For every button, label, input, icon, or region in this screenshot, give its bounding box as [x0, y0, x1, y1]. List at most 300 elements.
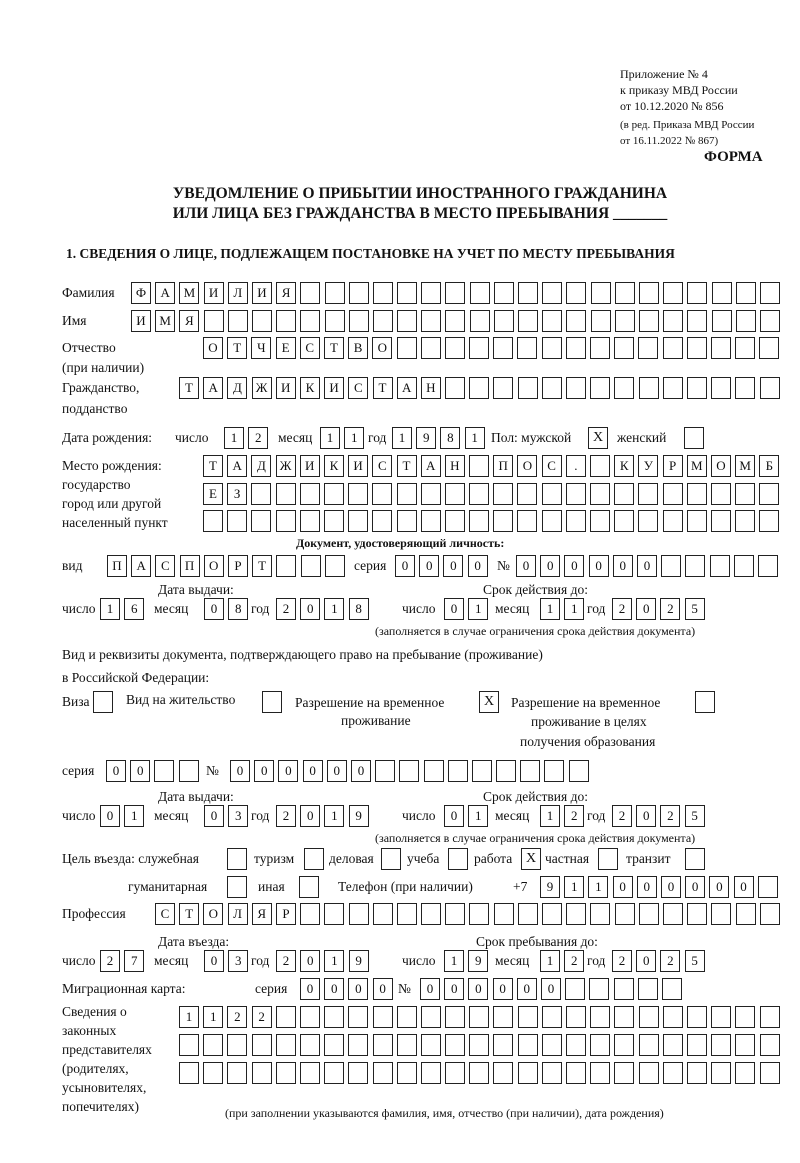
char-box[interactable]	[300, 483, 320, 505]
char-box[interactable]	[590, 337, 610, 359]
char-box[interactable]: Е	[276, 337, 296, 359]
char-box[interactable]	[712, 310, 732, 332]
char-box[interactable]: О	[204, 555, 224, 577]
char-box[interactable]: 1	[540, 805, 560, 827]
char-box[interactable]: 6	[124, 598, 144, 620]
char-box[interactable]	[421, 510, 441, 532]
char-box[interactable]: .	[566, 455, 586, 477]
char-box[interactable]	[445, 310, 465, 332]
char-box[interactable]: 0	[637, 555, 657, 577]
purpose-transit-checkbox[interactable]	[685, 848, 705, 870]
char-box[interactable]	[518, 1034, 538, 1056]
char-box[interactable]	[542, 310, 562, 332]
char-box[interactable]: Я	[179, 310, 199, 332]
char-box[interactable]	[445, 337, 465, 359]
char-box[interactable]	[663, 282, 683, 304]
char-box[interactable]	[687, 1006, 707, 1028]
char-box[interactable]	[663, 377, 683, 399]
char-box[interactable]: 0	[204, 598, 224, 620]
char-box[interactable]	[639, 310, 659, 332]
char-box[interactable]	[179, 760, 199, 782]
char-box[interactable]: 8	[440, 427, 460, 449]
char-box[interactable]	[349, 310, 369, 332]
char-box[interactable]: 1	[324, 805, 344, 827]
char-box[interactable]	[760, 310, 780, 332]
char-box[interactable]: 0	[419, 555, 439, 577]
char-box[interactable]: 0	[444, 978, 464, 1000]
char-box[interactable]	[445, 1006, 465, 1028]
char-box[interactable]	[759, 483, 779, 505]
char-box[interactable]	[421, 1006, 441, 1028]
char-box[interactable]: 3	[228, 950, 248, 972]
char-box[interactable]: 0	[100, 805, 120, 827]
char-box[interactable]: М	[735, 455, 755, 477]
char-box[interactable]: 8	[349, 598, 369, 620]
char-box[interactable]: О	[203, 337, 223, 359]
birth-place-field-3[interactable]	[203, 510, 779, 532]
char-box[interactable]	[663, 337, 683, 359]
char-box[interactable]: 1	[203, 1006, 223, 1028]
char-box[interactable]	[614, 377, 634, 399]
stay-issue-year[interactable]	[276, 805, 369, 827]
char-box[interactable]: 1	[344, 427, 364, 449]
char-box[interactable]	[445, 377, 465, 399]
char-box[interactable]	[589, 978, 609, 1000]
char-box[interactable]	[494, 903, 514, 925]
char-box[interactable]	[372, 510, 392, 532]
purpose-study-checkbox[interactable]	[448, 848, 468, 870]
stay-valid-day[interactable]	[444, 805, 488, 827]
char-box[interactable]: С	[155, 555, 175, 577]
char-box[interactable]	[348, 1062, 368, 1084]
char-box[interactable]	[639, 1034, 659, 1056]
char-box[interactable]	[685, 555, 705, 577]
mc-number-field[interactable]	[420, 978, 682, 1000]
char-box[interactable]: К	[614, 455, 634, 477]
char-box[interactable]	[203, 1034, 223, 1056]
char-box[interactable]	[663, 1034, 683, 1056]
char-box[interactable]	[639, 1062, 659, 1084]
char-box[interactable]: Ж	[276, 455, 296, 477]
char-box[interactable]: 1	[444, 950, 464, 972]
char-box[interactable]	[324, 1062, 344, 1084]
char-box[interactable]	[421, 903, 441, 925]
char-box[interactable]	[566, 337, 586, 359]
char-box[interactable]	[638, 483, 658, 505]
char-box[interactable]	[493, 510, 513, 532]
char-box[interactable]	[445, 1034, 465, 1056]
char-box[interactable]	[493, 483, 513, 505]
char-box[interactable]	[179, 1034, 199, 1056]
char-box[interactable]	[373, 1062, 393, 1084]
char-box[interactable]	[325, 555, 345, 577]
char-box[interactable]	[397, 337, 417, 359]
char-box[interactable]	[566, 1006, 586, 1028]
entry-day[interactable]	[100, 950, 144, 972]
char-box[interactable]	[494, 310, 514, 332]
char-box[interactable]	[251, 483, 271, 505]
purpose-business-checkbox[interactable]	[381, 848, 401, 870]
char-box[interactable]	[469, 483, 489, 505]
char-box[interactable]: 0	[516, 555, 536, 577]
char-box[interactable]: 0	[468, 978, 488, 1000]
char-box[interactable]: 0	[204, 805, 224, 827]
char-box[interactable]: 0	[613, 876, 633, 898]
char-box[interactable]	[591, 282, 611, 304]
char-box[interactable]: 1	[468, 598, 488, 620]
char-box[interactable]	[276, 483, 296, 505]
name-field[interactable]	[131, 310, 780, 332]
char-box[interactable]: 1	[540, 950, 560, 972]
char-box[interactable]: 1	[588, 876, 608, 898]
char-box[interactable]	[615, 310, 635, 332]
char-box[interactable]	[590, 377, 610, 399]
char-box[interactable]: 9	[468, 950, 488, 972]
char-box[interactable]	[349, 903, 369, 925]
char-box[interactable]	[542, 1062, 562, 1084]
char-box[interactable]	[518, 310, 538, 332]
char-box[interactable]: П	[180, 555, 200, 577]
char-box[interactable]	[348, 1034, 368, 1056]
char-box[interactable]: 0	[541, 978, 561, 1000]
char-box[interactable]: О	[203, 903, 223, 925]
male-checkbox[interactable]: X	[588, 427, 608, 449]
char-box[interactable]: 0	[636, 950, 656, 972]
char-box[interactable]: 0	[589, 555, 609, 577]
char-box[interactable]: 9	[416, 427, 436, 449]
char-box[interactable]	[324, 903, 344, 925]
char-box[interactable]: Ж	[252, 377, 272, 399]
profession-field[interactable]	[155, 903, 780, 925]
id-kind-field[interactable]	[107, 555, 345, 577]
char-box[interactable]	[710, 555, 730, 577]
stay-valid-year[interactable]	[612, 805, 705, 827]
char-box[interactable]: Н	[421, 377, 441, 399]
char-box[interactable]	[276, 1006, 296, 1028]
char-box[interactable]: 1	[324, 598, 344, 620]
char-box[interactable]: М	[155, 310, 175, 332]
char-box[interactable]	[566, 282, 586, 304]
char-box[interactable]: С	[348, 377, 368, 399]
surname-field[interactable]	[131, 282, 780, 304]
char-box[interactable]	[687, 483, 707, 505]
stay-until-year[interactable]	[612, 950, 705, 972]
char-box[interactable]	[590, 1006, 610, 1028]
char-box[interactable]	[496, 760, 516, 782]
char-box[interactable]	[735, 510, 755, 532]
char-box[interactable]: С	[155, 903, 175, 925]
phone-field[interactable]	[540, 876, 778, 898]
char-box[interactable]	[203, 1062, 223, 1084]
char-box[interactable]	[421, 337, 441, 359]
entry-month[interactable]	[204, 950, 248, 972]
char-box[interactable]: 0	[204, 950, 224, 972]
char-box[interactable]	[445, 903, 465, 925]
char-box[interactable]: 0	[351, 760, 371, 782]
char-box[interactable]: Т	[324, 337, 344, 359]
char-box[interactable]: З	[227, 483, 247, 505]
visa-checkbox[interactable]	[93, 691, 113, 713]
char-box[interactable]	[735, 337, 755, 359]
char-box[interactable]	[424, 760, 444, 782]
entry-year[interactable]	[276, 950, 369, 972]
char-box[interactable]	[469, 337, 489, 359]
char-box[interactable]: 0	[493, 978, 513, 1000]
char-box[interactable]: А	[203, 377, 223, 399]
char-box[interactable]: 1	[124, 805, 144, 827]
stay-number-field[interactable]	[230, 760, 589, 782]
char-box[interactable]: 2	[276, 805, 296, 827]
char-box[interactable]	[735, 1006, 755, 1028]
char-box[interactable]	[661, 555, 681, 577]
char-box[interactable]: 9	[540, 876, 560, 898]
char-box[interactable]	[373, 310, 393, 332]
char-box[interactable]: 0	[661, 876, 681, 898]
char-box[interactable]	[517, 483, 537, 505]
char-box[interactable]	[760, 1062, 780, 1084]
char-box[interactable]	[448, 760, 468, 782]
char-box[interactable]	[469, 903, 489, 925]
char-box[interactable]: Т	[227, 337, 247, 359]
char-box[interactable]: И	[300, 455, 320, 477]
char-box[interactable]: Т	[373, 377, 393, 399]
char-box[interactable]	[493, 1062, 513, 1084]
char-box[interactable]: 1	[564, 598, 584, 620]
char-box[interactable]	[517, 510, 537, 532]
char-box[interactable]: 0	[300, 978, 320, 1000]
char-box[interactable]	[663, 510, 683, 532]
char-box[interactable]: 9	[349, 805, 369, 827]
purpose-humanitarian-checkbox[interactable]	[227, 876, 247, 898]
char-box[interactable]	[421, 1062, 441, 1084]
char-box[interactable]: 1	[392, 427, 412, 449]
char-box[interactable]	[518, 1006, 538, 1028]
char-box[interactable]	[373, 1034, 393, 1056]
char-box[interactable]	[469, 510, 489, 532]
purpose-service-checkbox[interactable]	[227, 848, 247, 870]
char-box[interactable]	[687, 903, 707, 925]
char-box[interactable]: 0	[300, 805, 320, 827]
char-box[interactable]	[566, 1034, 586, 1056]
char-box[interactable]	[590, 483, 610, 505]
char-box[interactable]	[615, 903, 635, 925]
char-box[interactable]	[590, 455, 610, 477]
char-box[interactable]: И	[276, 377, 296, 399]
char-box[interactable]: Д	[227, 377, 247, 399]
char-box[interactable]	[711, 903, 731, 925]
char-box[interactable]	[300, 1006, 320, 1028]
char-box[interactable]: А	[421, 455, 441, 477]
char-box[interactable]: 0	[444, 598, 464, 620]
char-box[interactable]	[639, 282, 659, 304]
char-box[interactable]: С	[542, 455, 562, 477]
char-box[interactable]: И	[252, 282, 272, 304]
char-box[interactable]	[324, 510, 344, 532]
char-box[interactable]	[252, 310, 272, 332]
char-box[interactable]: О	[372, 337, 392, 359]
char-box[interactable]	[566, 510, 586, 532]
female-checkbox[interactable]	[684, 427, 704, 449]
citizenship-field[interactable]	[179, 377, 780, 399]
char-box[interactable]: А	[155, 282, 175, 304]
char-box[interactable]	[711, 337, 731, 359]
char-box[interactable]	[227, 1034, 247, 1056]
purpose-work-checkbox[interactable]: X	[521, 848, 541, 870]
char-box[interactable]: Е	[203, 483, 223, 505]
id-issue-month[interactable]	[204, 598, 248, 620]
mc-series-field[interactable]	[300, 978, 393, 1000]
char-box[interactable]	[663, 1062, 683, 1084]
char-box[interactable]	[324, 1034, 344, 1056]
char-box[interactable]	[614, 1062, 634, 1084]
purpose-tourism-checkbox[interactable]	[304, 848, 324, 870]
char-box[interactable]	[566, 903, 586, 925]
char-box[interactable]	[324, 1006, 344, 1028]
char-box[interactable]: И	[131, 310, 151, 332]
purpose-other-checkbox[interactable]	[299, 876, 319, 898]
char-box[interactable]: Т	[252, 555, 272, 577]
char-box[interactable]	[544, 760, 564, 782]
char-box[interactable]	[399, 760, 419, 782]
char-box[interactable]	[614, 510, 634, 532]
char-box[interactable]: У	[638, 455, 658, 477]
char-box[interactable]: Я	[276, 282, 296, 304]
char-box[interactable]: Т	[397, 455, 417, 477]
char-box[interactable]	[421, 1034, 441, 1056]
char-box[interactable]	[663, 310, 683, 332]
char-box[interactable]	[735, 1062, 755, 1084]
char-box[interactable]: К	[300, 377, 320, 399]
char-box[interactable]	[687, 1034, 707, 1056]
char-box[interactable]: Д	[251, 455, 271, 477]
char-box[interactable]	[565, 978, 585, 1000]
char-box[interactable]: Ф	[131, 282, 151, 304]
char-box[interactable]: 0	[327, 760, 347, 782]
char-box[interactable]	[760, 1034, 780, 1056]
char-box[interactable]	[445, 1062, 465, 1084]
patronymic-field[interactable]	[203, 337, 779, 359]
char-box[interactable]	[227, 1062, 247, 1084]
char-box[interactable]	[542, 337, 562, 359]
char-box[interactable]	[470, 282, 490, 304]
id-issue-year[interactable]	[276, 598, 369, 620]
char-box[interactable]	[348, 483, 368, 505]
char-box[interactable]	[373, 1006, 393, 1028]
char-box[interactable]	[445, 510, 465, 532]
char-box[interactable]	[591, 310, 611, 332]
char-box[interactable]: 0	[517, 978, 537, 1000]
stay-until-month[interactable]	[540, 950, 584, 972]
char-box[interactable]: 1	[564, 876, 584, 898]
residence-checkbox[interactable]	[262, 691, 282, 713]
char-box[interactable]: 2	[564, 805, 584, 827]
char-box[interactable]	[469, 1034, 489, 1056]
char-box[interactable]: 0	[230, 760, 250, 782]
char-box[interactable]	[758, 555, 778, 577]
char-box[interactable]: 0	[637, 876, 657, 898]
char-box[interactable]	[662, 978, 682, 1000]
char-box[interactable]: 1	[224, 427, 244, 449]
char-box[interactable]	[203, 510, 223, 532]
char-box[interactable]	[542, 282, 562, 304]
char-box[interactable]	[711, 1034, 731, 1056]
char-box[interactable]	[228, 310, 248, 332]
char-box[interactable]	[736, 282, 756, 304]
char-box[interactable]	[421, 282, 441, 304]
char-box[interactable]: 0	[420, 978, 440, 1000]
char-box[interactable]	[687, 510, 707, 532]
char-box[interactable]	[301, 555, 321, 577]
char-box[interactable]	[469, 377, 489, 399]
char-box[interactable]	[470, 310, 490, 332]
char-box[interactable]	[276, 1034, 296, 1056]
char-box[interactable]	[663, 903, 683, 925]
char-box[interactable]: 0	[709, 876, 729, 898]
char-box[interactable]	[179, 1062, 199, 1084]
char-box[interactable]	[493, 377, 513, 399]
char-box[interactable]	[397, 310, 417, 332]
char-box[interactable]	[472, 760, 492, 782]
char-box[interactable]	[735, 1034, 755, 1056]
char-box[interactable]	[639, 903, 659, 925]
char-box[interactable]	[375, 760, 395, 782]
stay-issue-day[interactable]	[100, 805, 144, 827]
char-box[interactable]: А	[227, 455, 247, 477]
birth-place-field-1[interactable]	[203, 455, 779, 477]
char-box[interactable]	[276, 310, 296, 332]
char-box[interactable]: 2	[227, 1006, 247, 1028]
char-box[interactable]	[759, 510, 779, 532]
char-box[interactable]: П	[493, 455, 513, 477]
char-box[interactable]	[227, 510, 247, 532]
char-box[interactable]: 2	[276, 598, 296, 620]
char-box[interactable]	[300, 1034, 320, 1056]
char-box[interactable]: 2	[248, 427, 268, 449]
char-box[interactable]	[734, 555, 754, 577]
char-box[interactable]	[251, 510, 271, 532]
char-box[interactable]: 1	[320, 427, 340, 449]
char-box[interactable]: 0	[278, 760, 298, 782]
char-box[interactable]	[639, 1006, 659, 1028]
char-box[interactable]: Т	[179, 377, 199, 399]
char-box[interactable]: 1	[465, 427, 485, 449]
id-series-field[interactable]	[395, 555, 488, 577]
char-box[interactable]: 0	[303, 760, 323, 782]
char-box[interactable]	[445, 483, 465, 505]
char-box[interactable]	[760, 1006, 780, 1028]
char-box[interactable]	[300, 282, 320, 304]
char-box[interactable]: Л	[228, 282, 248, 304]
stay-valid-month[interactable]	[540, 805, 584, 827]
char-box[interactable]: 2	[660, 950, 680, 972]
char-box[interactable]	[542, 1006, 562, 1028]
char-box[interactable]	[520, 760, 540, 782]
trpe-checkbox[interactable]	[695, 691, 715, 713]
char-box[interactable]	[469, 1062, 489, 1084]
char-box[interactable]	[711, 377, 731, 399]
char-box[interactable]: М	[179, 282, 199, 304]
char-box[interactable]	[397, 1034, 417, 1056]
char-box[interactable]	[663, 483, 683, 505]
char-box[interactable]	[736, 310, 756, 332]
char-box[interactable]	[711, 510, 731, 532]
char-box[interactable]	[397, 282, 417, 304]
char-box[interactable]	[252, 1062, 272, 1084]
char-box[interactable]	[517, 337, 537, 359]
char-box[interactable]	[736, 903, 756, 925]
char-box[interactable]: Р	[228, 555, 248, 577]
char-box[interactable]	[638, 510, 658, 532]
